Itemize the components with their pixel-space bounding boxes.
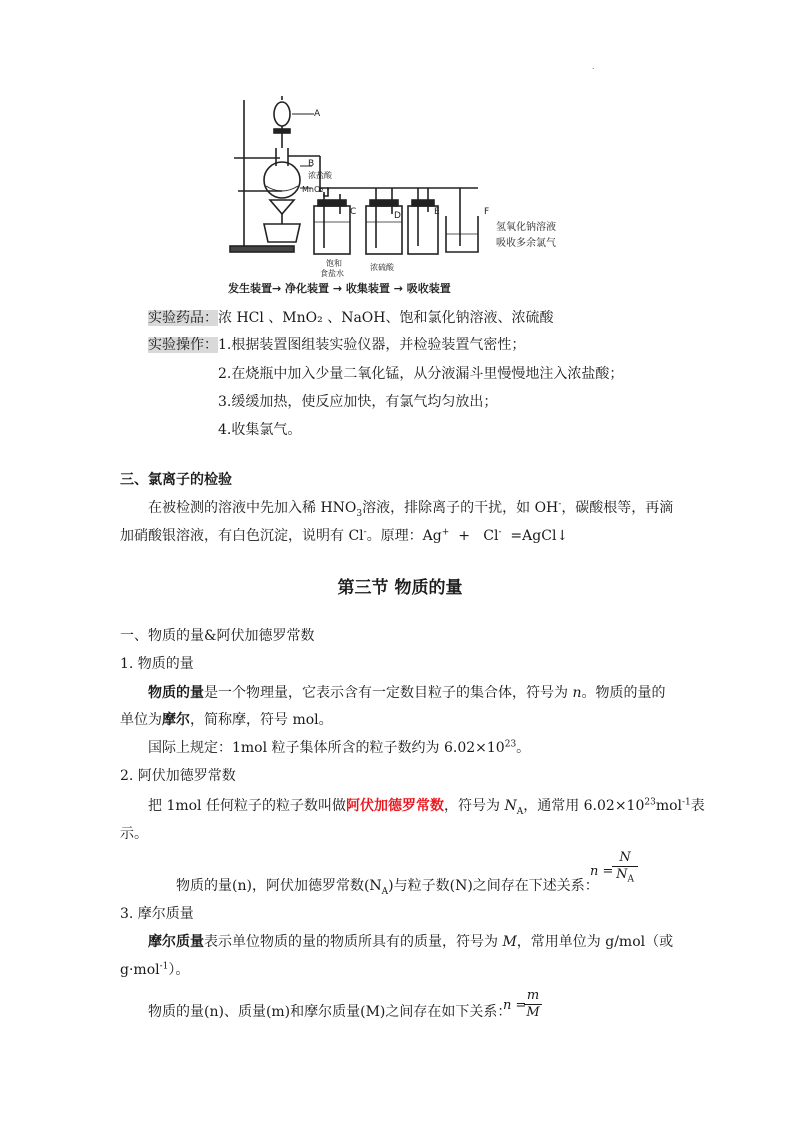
label-naoh-2: 吸收多余氯气 <box>496 238 556 249</box>
chloride-test-paragraph-line-2: 加硝酸银溶液，有白色沉淀，说明有 Cl-。原理：Ag+ + Cl- =AgCl↓ <box>120 527 569 544</box>
reagents-label: 实验药品： <box>148 310 218 326</box>
formula-1-denominator: $N_A$ <box>616 867 634 885</box>
operation-step-3: 3.缓缓加热，使反应加快，有氯气均匀放出； <box>218 394 498 410</box>
subheading-avogadro: 2. 阿伏加德罗常数 <box>120 768 236 784</box>
label-b: B <box>308 159 315 169</box>
part1-heading: 一、物质的量&阿伏加德罗常数 <box>120 628 315 644</box>
label-d: D <box>394 211 401 221</box>
avogadro-definition-line-2: 示。 <box>120 826 148 842</box>
avogadro-definition-line-1: 把 1mol 任何粒子的粒子数叫做阿伏加德罗常数，符号为 $N_A$，通常用 $6.02\times 10^{23}mol^{-1}$表 <box>148 797 705 817</box>
label-conc-h2so4: 浓硫酸 <box>370 263 394 272</box>
label-conc-hcl: 浓盐酸 <box>308 171 332 180</box>
diagram-caption: 发生装置→ 净化装置 → 收集装置 → 吸收装置 <box>228 282 451 295</box>
operation-step-1-line <box>148 335 525 355</box>
chloride-test-paragraph-line-1: 在被检测的溶液中先加入稀 $HNO_3$溶液，排除离子的干扰，如 OH-，碳酸根等，再滴 <box>148 499 674 519</box>
operation-step-2: 2.在烧瓶中加入少量二氧化锰，从分液漏斗里慢慢地注入浓盐酸； <box>218 366 624 382</box>
definition-line-1: 物质的量是一个物理量，它表示含有一定数目粒子的集合体，符号为 n。物质的量的 <box>148 685 666 701</box>
molar-mass-definition-line-1: 摩尔质量表示单位物质的量的物质所具有的质量，符号为 M，常用单位为 g/mol（或 <box>148 934 674 950</box>
chlorine-apparatus-diagram <box>220 96 590 300</box>
label-e: E <box>434 207 440 217</box>
label-mno2: MnO₂ <box>302 185 324 194</box>
label-c: C <box>350 207 357 217</box>
formula-1-numerator: N <box>619 850 631 865</box>
operations-label: 实验操作： <box>148 337 218 353</box>
label-a: A <box>314 109 321 119</box>
page-mark: . <box>592 62 595 71</box>
subheading-amount-of-substance: 1. 物质的量 <box>120 656 194 672</box>
formula-2-fraction <box>524 988 542 1021</box>
label-f: F <box>484 207 490 217</box>
reagents-line <box>148 308 553 328</box>
formula-1-lhs: n = <box>590 864 614 879</box>
international-rule: 国际上规定：1mol 粒子集体所含的粒子数约为 $6.02\times 10^{23}$。 <box>148 739 531 756</box>
subheading-molar-mass: 3. 摩尔质量 <box>120 906 194 922</box>
section-heading-chloride-test: 三、氯离子的检验 <box>120 472 232 488</box>
operation-step-4: 4.收集氯气。 <box>218 422 302 438</box>
formula-2-numerator: m <box>526 988 540 1003</box>
formula-2-lhs: n = <box>503 998 527 1013</box>
label-saturated-2: 食盐水 <box>320 269 344 278</box>
definition-line-2: 单位为摩尔，简称摩，符号 mol。 <box>120 712 333 728</box>
label-naoh-1: 氢氧化钠溶液 <box>496 222 556 233</box>
label-saturated-1: 饱和 <box>326 259 342 268</box>
operation-step-1: 1.根据装置图组装实验仪器，并检验装置气密性； <box>218 337 526 353</box>
formula-1-fraction <box>612 850 638 883</box>
relation-1-text: 物质的量(n)，阿伏加德罗常数$(N_A)$与粒子数(N)之间存在下述关系： <box>176 878 599 897</box>
relation-2-text: 物质的量(n)、质量(m)和摩尔质量(M)之间存在如下关系： <box>148 1004 512 1020</box>
formula-2-denominator: M <box>526 1005 540 1020</box>
reagents-text: 浓 HCl 、MnO₂ 、NaOH、饱和氯化钠溶液、浓硫酸 <box>218 310 554 326</box>
chapter-title: 第三节 物质的量 <box>337 578 463 598</box>
molar-mass-definition-line-2: g·mol$^{-1}$）。 <box>120 961 190 978</box>
